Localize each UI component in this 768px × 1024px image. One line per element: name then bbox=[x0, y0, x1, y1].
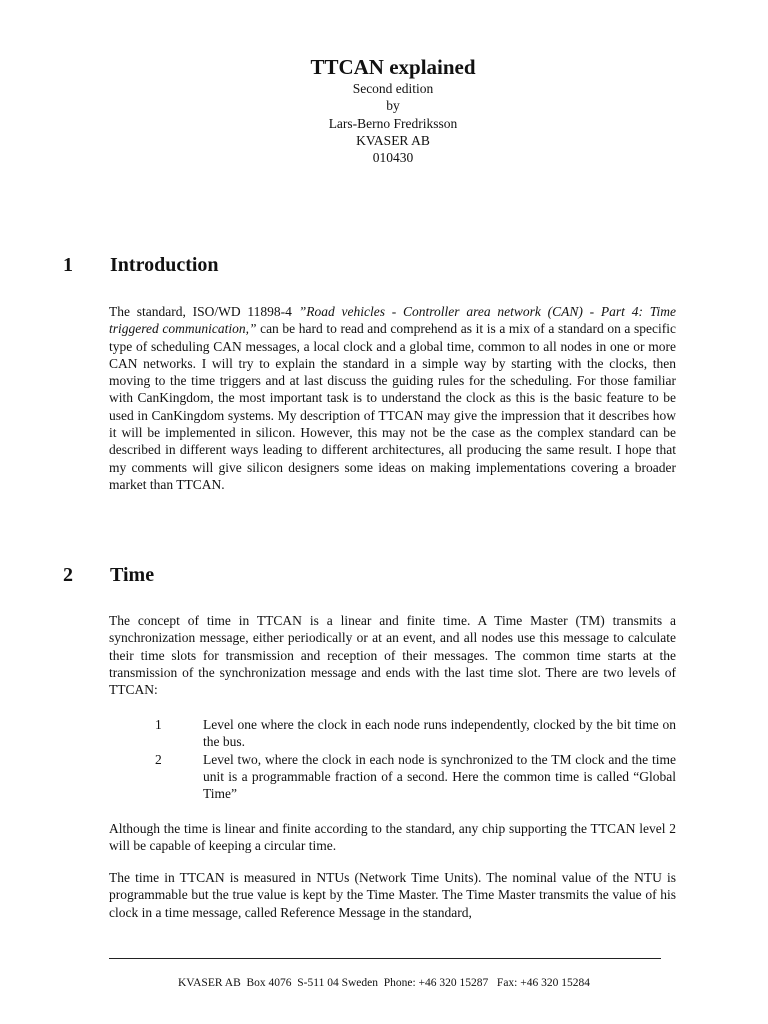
footer-contact: KVASER AB Box 4076 S-511 04 Sweden Phone: +46 320 15287 Fax: +46 320 15284 bbox=[178, 977, 590, 989]
document-company: KVASER AB bbox=[356, 132, 430, 148]
time-paragraph-1: The concept of time in TTCAN is a linear and finite time. A Time Master (TM) transmits a synchronization message, either periodically or at an event, and all nodes use this message to calculate their time slots for transmission and reception of their messages. The common time starts at the transmission of the synchronization message and ends with the last time slot. There are two levels of TTCAN: bbox=[109, 613, 676, 698]
section-heading-introduction bbox=[63, 253, 219, 277]
list-marker: 1 bbox=[155, 717, 162, 732]
list-marker: 2 bbox=[155, 751, 162, 767]
ttcan-levels-list bbox=[155, 716, 676, 802]
section-title: Time bbox=[110, 564, 155, 586]
standard-title-italic: ”Road vehicles - Controller area network (CAN) - Part 4: Time triggered communication,” bbox=[109, 304, 676, 337]
time-paragraph-2: Although the time is linear and finite according to the standard, any chip supporting the TTCAN level 2 will be capable of keeping a circular time. bbox=[109, 821, 676, 854]
footer-divider bbox=[109, 958, 661, 959]
document-date: 010430 bbox=[372, 150, 414, 166]
list-item bbox=[155, 751, 676, 803]
section-number: 1 bbox=[63, 254, 73, 276]
document-title: TTCAN explained bbox=[310, 55, 476, 79]
list-item-text: Level one where the clock in each node runs independently, clocked by the bit time on the bus. bbox=[203, 717, 676, 750]
introduction-paragraph bbox=[109, 303, 676, 493]
intro-body-text: can be hard to read and comprehend as it is a mix of a standard on a specific type of scheduling CAN messages, a local clock and a global time, common to all nodes in one or more CAN networks. I will try to explain the standard in a simple way by starting with the clocks, then moving to the time triggers and at last discuss the guiding rules for the scheduling. For those familiar with CanKingdom, the most important task is to understand the clock as this is the basic feature to be used in CanKingdom systems. My description of TTCAN may give the impression that it describes how it will be implemented in silicon. However, this may not be the case as the complex standard can be described in different ways leading to different architectures, all producing the same result. I hope that my comments will give silicon designers some ideas on making implementations covering a broader market than TTCAN. bbox=[109, 321, 677, 492]
time-paragraph-3: The time in TTCAN is measured in NTUs (Network Time Units). The nominal value of the NTU is programmable but the true value is kept by the Time Master. The Time Master transmits the value of his clock in a time message, called Reference Message in the standard, bbox=[109, 870, 676, 920]
list-item bbox=[155, 716, 676, 751]
document-author: Lars-Berno Fredriksson bbox=[328, 115, 458, 131]
list-item-text: Level two, where the clock in each node is synchronized to the TM clock and the time unit is a programmable fraction of a second. Here the common time is called “Global Time” bbox=[203, 751, 676, 802]
section-heading-time bbox=[63, 563, 154, 587]
document-edition: Second edition bbox=[352, 81, 434, 96]
section-title: Introduction bbox=[110, 254, 219, 276]
title-block bbox=[0, 54, 768, 166]
document-by: by bbox=[386, 98, 400, 114]
intro-lead-text: The standard, ISO/WD 11898-4 bbox=[109, 304, 299, 319]
section-number: 2 bbox=[63, 564, 73, 586]
